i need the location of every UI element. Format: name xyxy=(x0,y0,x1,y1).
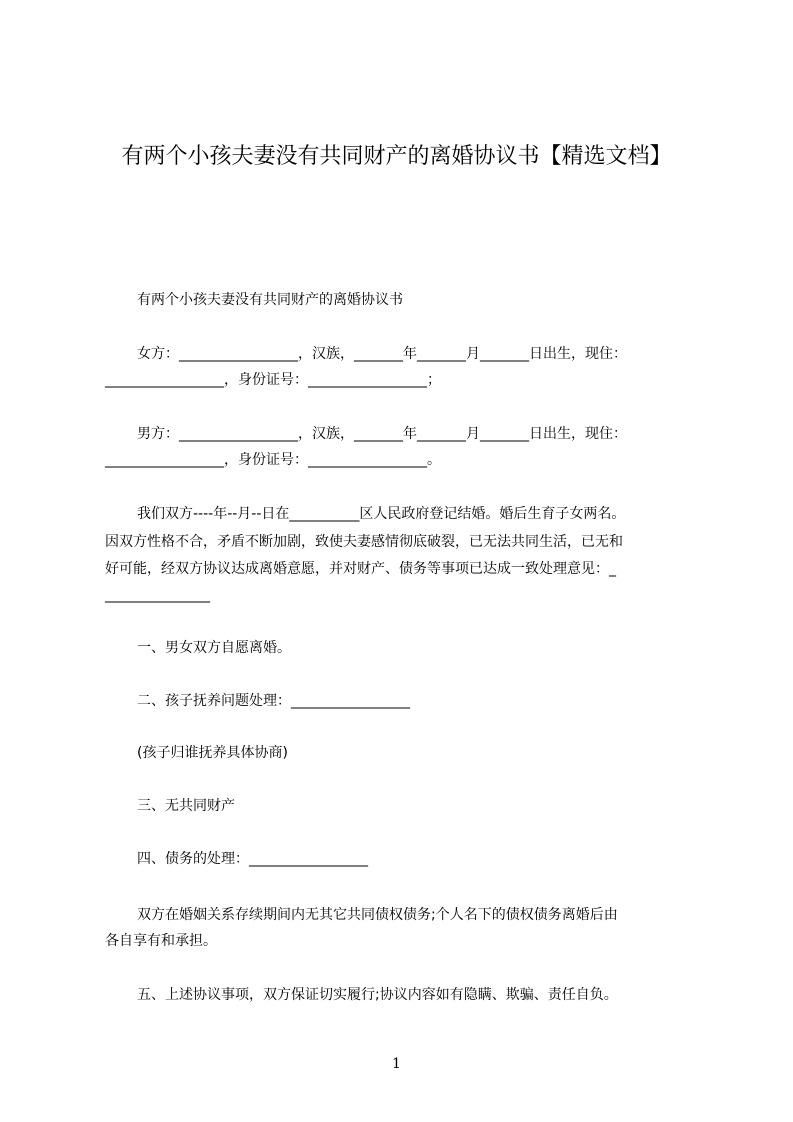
clause-4: 四、债务的处理：_________________ xyxy=(137,851,368,867)
debt-line-2: 各自享有和承担。 xyxy=(105,933,217,949)
document-subtitle: 有两个小孩夫妻没有共同财产的离婚协议书 xyxy=(137,292,403,308)
clause-2: 二、孩子抚养问题处理：_________________ xyxy=(137,693,410,709)
woman-info-line-1: 女方：_________________，汉族，_______年_______月_______日出生，现住： xyxy=(137,346,627,362)
intro-line-4: _______________ xyxy=(105,587,210,603)
clause-2-note: (孩子归谁抚养具体协商) xyxy=(137,745,288,761)
intro-line-3: 好可能，经双方协议达成离婚意愿，并对财产、债务等事项已达成一致处理意见：_ xyxy=(105,561,616,577)
clause-3: 三、无共同财产 xyxy=(137,798,235,814)
document-title: 有两个小孩夫妻没有共同财产的离婚协议书【精选文档】 xyxy=(121,144,672,169)
clause-1: 一、男女双方自愿离婚。 xyxy=(137,640,291,656)
intro-line-1: 我们双方----年--月--日在__________区人民政府登记结婚。婚后生育子女两名。 xyxy=(137,506,626,522)
woman-info-line-2: _________________，身份证号：_________________； xyxy=(105,372,441,388)
page-number: 1 xyxy=(392,1056,401,1072)
debt-line-1: 双方在婚姻关系存续期间内无其它共同债权债务;个人名下的债权债务离婚后由 xyxy=(137,907,618,923)
clause-5: 五、上述协议事项，双方保证切实履行;协议内容如有隐瞒、欺骗、责任自负。 xyxy=(137,987,618,1003)
man-info-line-2: _________________，身份证号：_________________。 xyxy=(105,452,441,468)
intro-line-2: 因双方性格不合，矛盾不断加剧，致使夫妻感情彻底破裂，已无法共同生活，已无和 xyxy=(105,534,623,550)
man-info-line-1: 男方：_________________，汉族，_______年_______月_______日出生，现住： xyxy=(137,426,627,442)
